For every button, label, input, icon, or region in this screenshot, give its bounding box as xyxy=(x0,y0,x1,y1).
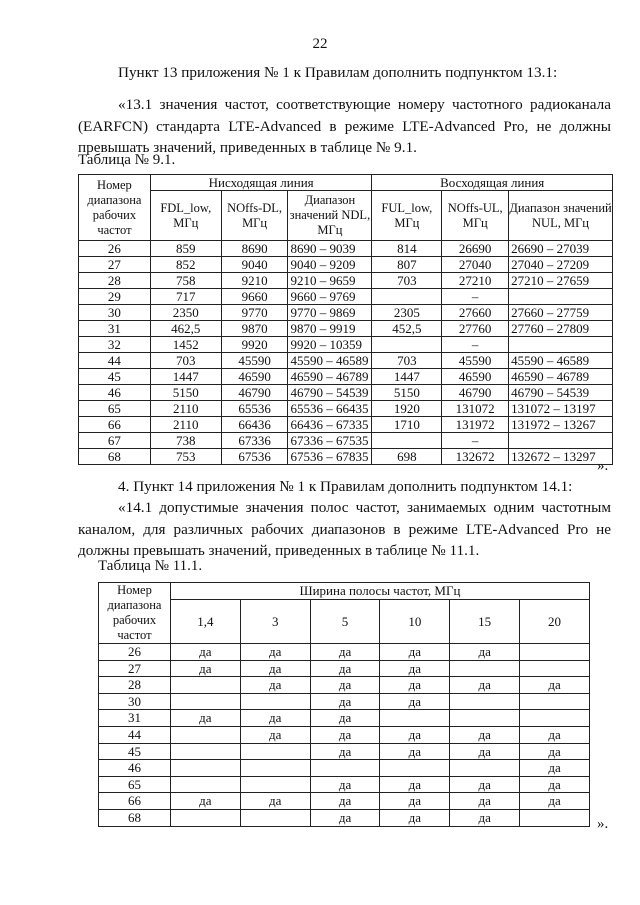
table-cell: 65 xyxy=(79,401,151,417)
table-cell: да xyxy=(450,644,520,661)
table-cell: 46790 xyxy=(442,385,509,401)
table-cell: – xyxy=(442,289,509,305)
table-cell: 717 xyxy=(150,289,221,305)
table-cell: 46590 xyxy=(442,369,509,385)
table-cell: 703 xyxy=(372,353,442,369)
table-cell xyxy=(520,693,590,710)
table-cell: 45590 – 46589 xyxy=(509,353,613,369)
header-width: 10 xyxy=(380,599,450,643)
table-cell: да xyxy=(170,710,240,727)
table-cell: 1452 xyxy=(150,337,221,353)
table-cell: да xyxy=(240,644,310,661)
table-cell xyxy=(520,644,590,661)
table-cell: да xyxy=(520,726,590,743)
table-cell: 26 xyxy=(99,644,171,661)
table-cell: 8690 xyxy=(221,241,288,257)
header-width: 1,4 xyxy=(170,599,240,643)
header-band-number: Номер диапазона рабочих частот xyxy=(79,175,151,241)
table-cell: 32 xyxy=(79,337,151,353)
table-cell: да xyxy=(520,776,590,793)
table-cell: да xyxy=(450,776,520,793)
table-cell: 131072 xyxy=(442,401,509,417)
table-cell: да xyxy=(450,809,520,826)
table-cell: да xyxy=(240,710,310,727)
table-cell: да xyxy=(170,793,240,810)
table-cell xyxy=(170,726,240,743)
table-cell xyxy=(450,760,520,777)
table-cell: 27 xyxy=(99,660,171,677)
table-cell: 46590 – 46789 xyxy=(509,369,613,385)
header-width: 5 xyxy=(310,599,380,643)
table-cell: 65 xyxy=(99,776,171,793)
table-cell: 814 xyxy=(372,241,442,257)
table-cell: 28 xyxy=(79,273,151,289)
table-cell: да xyxy=(240,660,310,677)
paragraph-item-13: Пункт 13 приложения № 1 к Правилам дополнить подпунктом 13.1: xyxy=(118,64,558,81)
table-cell: 26690 – 27039 xyxy=(509,241,613,257)
table-cell: 452,5 xyxy=(372,321,442,337)
table-cell: 68 xyxy=(99,809,171,826)
table-row xyxy=(99,693,590,710)
table-cell: 46 xyxy=(79,385,151,401)
table-cell: 9870 xyxy=(221,321,288,337)
table-cell: 67536 – 67835 xyxy=(288,449,372,465)
table-cell: – xyxy=(442,433,509,449)
table-cell: 26690 xyxy=(442,241,509,257)
table-cell: 29 xyxy=(79,289,151,305)
table-row xyxy=(79,417,613,433)
table-cell: 131972 xyxy=(442,417,509,433)
table-11-1 xyxy=(98,582,590,827)
table-cell: да xyxy=(380,793,450,810)
table-cell: 27040 – 27209 xyxy=(509,257,613,273)
table-11-1-caption: Таблица № 11.1. xyxy=(98,558,203,574)
table-cell: да xyxy=(450,793,520,810)
table-row xyxy=(79,257,613,273)
header-noffs-dl: NOffs-DL, МГц xyxy=(221,191,288,241)
table-cell: да xyxy=(380,776,450,793)
table-cell xyxy=(450,710,520,727)
table-cell xyxy=(520,660,590,677)
table-cell xyxy=(170,693,240,710)
table-row xyxy=(79,433,613,449)
table-cell: 9770 xyxy=(221,305,288,321)
table-cell: 859 xyxy=(150,241,221,257)
header-nul-range: Диапазон значений NUL, МГц xyxy=(509,191,613,241)
table-cell: 46590 xyxy=(221,369,288,385)
table-row xyxy=(79,273,613,289)
table-cell: да xyxy=(380,693,450,710)
table-cell: 9870 – 9919 xyxy=(288,321,372,337)
table-row xyxy=(99,809,590,826)
table-cell: 9660 xyxy=(221,289,288,305)
table-cell: да xyxy=(380,660,450,677)
table-cell: 28 xyxy=(99,677,171,694)
table-cell: 67 xyxy=(79,433,151,449)
table-cell xyxy=(372,289,442,305)
table-cell: да xyxy=(380,743,450,760)
table-cell: 67336 xyxy=(221,433,288,449)
table-cell: да xyxy=(310,677,380,694)
header-width: 3 xyxy=(240,599,310,643)
table-cell: 1447 xyxy=(150,369,221,385)
paragraph-subitem-14-1: «14.1 допустимые значения полос частот, занимаемых одним частотным каналом, для различных рабочих диапазонов в режиме LTE-Advanced Pro не должны превышать значений, приведенных в таблице № 11.1. xyxy=(78,499,611,559)
table-cell: 1447 xyxy=(372,369,442,385)
table-cell xyxy=(240,809,310,826)
table-cell: да xyxy=(450,726,520,743)
table-cell: 5150 xyxy=(150,385,221,401)
table-cell: 2110 xyxy=(150,417,221,433)
table-row xyxy=(79,369,613,385)
table-cell: 27660 xyxy=(442,305,509,321)
table-cell: 131972 – 13267 xyxy=(509,417,613,433)
table-9-1-body xyxy=(79,241,613,465)
table-cell: 66436 xyxy=(221,417,288,433)
table-row xyxy=(79,385,613,401)
table-cell: да xyxy=(240,677,310,694)
table-cell: 46590 – 46789 xyxy=(288,369,372,385)
table-cell xyxy=(380,710,450,727)
closing-quote-1: ». xyxy=(597,458,609,474)
table-row xyxy=(99,760,590,777)
table-cell: 9770 – 9869 xyxy=(288,305,372,321)
table-cell xyxy=(372,337,442,353)
table-cell: 698 xyxy=(372,449,442,465)
table-cell: да xyxy=(310,693,380,710)
header-ful-low: FUL_low, МГц xyxy=(372,191,442,241)
table-cell: 9660 – 9769 xyxy=(288,289,372,305)
table-cell xyxy=(372,433,442,449)
header-downlink: Нисходящая линия xyxy=(150,175,372,191)
table-cell: 26 xyxy=(79,241,151,257)
table-cell: 27760 xyxy=(442,321,509,337)
table-cell: да xyxy=(240,793,310,810)
table-cell: да xyxy=(310,644,380,661)
header-width: 15 xyxy=(450,599,520,643)
table-cell xyxy=(240,693,310,710)
table-row xyxy=(99,660,590,677)
table-cell: 45590 – 46589 xyxy=(288,353,372,369)
table-cell: да xyxy=(170,644,240,661)
table-cell: 30 xyxy=(79,305,151,321)
table-cell: 462,5 xyxy=(150,321,221,337)
table-cell: 2350 xyxy=(150,305,221,321)
table-cell xyxy=(509,289,613,305)
table-cell: 46790 xyxy=(221,385,288,401)
table-cell: 5150 xyxy=(372,385,442,401)
table-11-1-body xyxy=(99,644,590,827)
table-row xyxy=(99,677,590,694)
table-row xyxy=(79,305,613,321)
table-cell: 807 xyxy=(372,257,442,273)
table-cell xyxy=(380,760,450,777)
table-cell: да xyxy=(170,660,240,677)
table-row xyxy=(99,644,590,661)
table-cell: да xyxy=(380,677,450,694)
table-cell: 2305 xyxy=(372,305,442,321)
table-cell: 66 xyxy=(99,793,171,810)
table-cell: да xyxy=(310,793,380,810)
table-cell: 67336 – 67535 xyxy=(288,433,372,449)
table-cell: да xyxy=(520,677,590,694)
header-width: 20 xyxy=(520,599,590,643)
table-cell: 46790 – 54539 xyxy=(509,385,613,401)
table-cell xyxy=(509,433,613,449)
table-cell: 9040 xyxy=(221,257,288,273)
table-row xyxy=(79,289,613,305)
table-cell: 31 xyxy=(79,321,151,337)
table-cell: 703 xyxy=(150,353,221,369)
table-cell: 68 xyxy=(79,449,151,465)
table-cell xyxy=(450,693,520,710)
table-row xyxy=(79,401,613,417)
table-cell xyxy=(240,776,310,793)
page-number: 22 xyxy=(312,36,328,52)
table-row xyxy=(79,353,613,369)
table-cell: 738 xyxy=(150,433,221,449)
table-cell: 45 xyxy=(99,743,171,760)
table-cell: 9920 xyxy=(221,337,288,353)
table-cell: да xyxy=(450,743,520,760)
table-cell: 1920 xyxy=(372,401,442,417)
table-cell: 132672 xyxy=(442,449,509,465)
table-cell: 758 xyxy=(150,273,221,289)
table-cell: 753 xyxy=(150,449,221,465)
table-cell: 1710 xyxy=(372,417,442,433)
table-cell: да xyxy=(310,809,380,826)
table-cell: 65536 xyxy=(221,401,288,417)
table-cell: 9210 xyxy=(221,273,288,289)
table-row xyxy=(99,710,590,727)
table-cell: 27210 xyxy=(442,273,509,289)
table-cell: 31 xyxy=(99,710,171,727)
table-cell xyxy=(170,809,240,826)
table-cell xyxy=(509,337,613,353)
table-row xyxy=(79,321,613,337)
table-cell xyxy=(310,760,380,777)
table-cell: 65536 – 66435 xyxy=(288,401,372,417)
table-row xyxy=(99,743,590,760)
table-cell: 132672 – 13297 xyxy=(509,449,613,465)
table-cell xyxy=(170,776,240,793)
table-row xyxy=(99,776,590,793)
table-cell: 8690 – 9039 xyxy=(288,241,372,257)
table-cell: да xyxy=(310,710,380,727)
header-noffs-ul: NOffs-UL, МГц xyxy=(442,191,509,241)
table-9-1 xyxy=(78,174,613,465)
table-9-1-caption: Таблица № 9.1. xyxy=(78,152,176,168)
table-cell: 45590 xyxy=(442,353,509,369)
table-cell xyxy=(520,809,590,826)
table-cell xyxy=(170,760,240,777)
table-cell: 45590 xyxy=(221,353,288,369)
table-cell: – xyxy=(442,337,509,353)
table-cell xyxy=(170,677,240,694)
table-cell: 27 xyxy=(79,257,151,273)
header-uplink: Восходящая линия xyxy=(372,175,613,191)
table-row xyxy=(99,793,590,810)
header-bandwidth: Ширина полосы частот, МГц xyxy=(170,583,589,600)
table-cell: да xyxy=(520,743,590,760)
table-cell: да xyxy=(520,760,590,777)
table-cell: 44 xyxy=(79,353,151,369)
table-cell: да xyxy=(310,776,380,793)
table-cell: да xyxy=(520,793,590,810)
table-cell: да xyxy=(380,726,450,743)
table-row xyxy=(79,241,613,257)
paragraph-subitem-13-1: «13.1 значения частот, соответствующие номеру частотного радиоканала (EARFCN) стандарта LTE-Advanced в режиме LTE-Advanced Pro, не должны превышать значений, приведенных в таблице № 9.1. xyxy=(78,96,611,156)
table-cell: да xyxy=(380,809,450,826)
table-cell: 30 xyxy=(99,693,171,710)
table-cell: да xyxy=(310,726,380,743)
table-cell: 27040 xyxy=(442,257,509,273)
closing-quote-2: ». xyxy=(597,816,609,832)
table-cell: 703 xyxy=(372,273,442,289)
table-cell: 2110 xyxy=(150,401,221,417)
table-cell: 27210 – 27659 xyxy=(509,273,613,289)
table-cell: 131072 – 13197 xyxy=(509,401,613,417)
table-cell: 852 xyxy=(150,257,221,273)
header-band-number: Номер диапазона рабочих частот xyxy=(99,583,171,644)
table-cell: 9040 – 9209 xyxy=(288,257,372,273)
header-fdl-low: FDL_low, МГц xyxy=(150,191,221,241)
table-cell xyxy=(450,660,520,677)
table-cell: да xyxy=(450,677,520,694)
table-cell: 46790 – 54539 xyxy=(288,385,372,401)
table-cell: 9920 – 10359 xyxy=(288,337,372,353)
table-cell: 66436 – 67335 xyxy=(288,417,372,433)
table-cell: 66 xyxy=(79,417,151,433)
table-cell: 27760 – 27809 xyxy=(509,321,613,337)
table-cell: 44 xyxy=(99,726,171,743)
table-cell: 45 xyxy=(79,369,151,385)
table-cell: 67536 xyxy=(221,449,288,465)
header-ndl-range: Диапазон значений NDL, МГц xyxy=(288,191,372,241)
table-cell xyxy=(240,743,310,760)
table-cell: 9210 – 9659 xyxy=(288,273,372,289)
table-cell xyxy=(170,743,240,760)
table-cell: да xyxy=(240,726,310,743)
table-cell: 46 xyxy=(99,760,171,777)
table-cell: да xyxy=(310,743,380,760)
table-row xyxy=(79,449,613,465)
table-cell: да xyxy=(310,660,380,677)
paragraph-item-14: 4. Пункт 14 приложения № 1 к Правилам дополнить подпунктом 14.1: xyxy=(118,478,573,495)
table-cell: 27660 – 27759 xyxy=(509,305,613,321)
table-cell xyxy=(520,710,590,727)
table-row xyxy=(99,726,590,743)
table-cell xyxy=(240,760,310,777)
table-cell: да xyxy=(380,644,450,661)
table-row xyxy=(79,337,613,353)
